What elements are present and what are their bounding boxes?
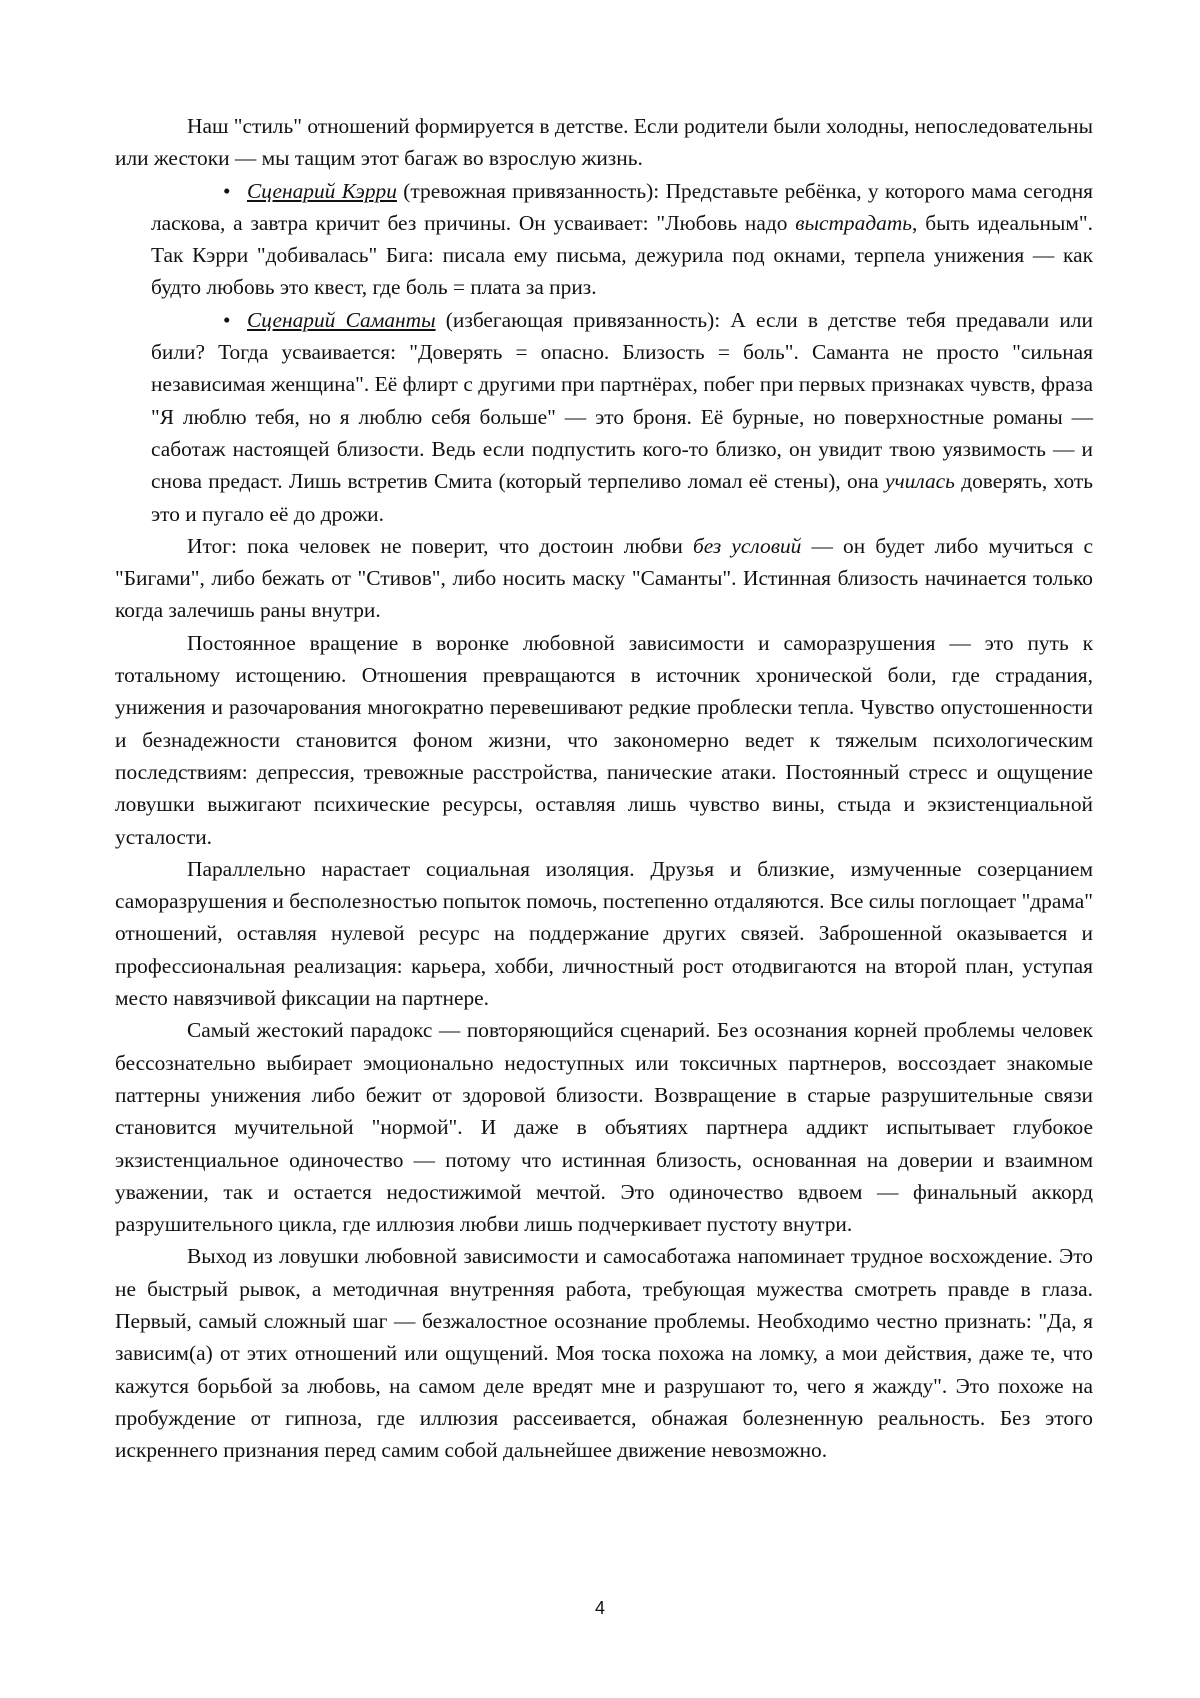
bullet-text: доверять, хоть это и пугало её до дрожи.	[151, 469, 1093, 526]
bullet-text: (тревожная привязанность): Представьте ребёнка, у которого мама сегодня ласкова, а завтра кричит без причины. Он усваивает: "Любовь надо	[151, 178, 1094, 235]
bullet-emphasis: училась	[884, 469, 955, 494]
bullet-marker: •	[223, 178, 231, 203]
summary-text-tail: — он будет либо мучиться с "Бигами", либо бежать от "Стивов", либо носить маску "Саманты". Истинная близость начинается только когда залечишь раны внутри.	[115, 533, 1094, 623]
paragraph-paradox: Самый жестокий парадокс — повторяющийся сценарий. Без осознания корней проблемы человек бессознательно выбирает эмоционально недоступных или токсичных партнеров, воссоздает знакомые паттерны унижения либо бежит от здоровой близости. Возвращение в старые разрушительные связи становится мучительной "нормой". И даже в объятиях партнера аддикт испытывает глубокое экзистенциальное одиночество — потому что истинная близость, основанная на доверии и взаимном уважении, так и остается недостижимой мечтой. Это одиночество вдвоем — финальный аккорд разрушительного цикла, где иллюзия любви лишь подчеркивает пустоту внутри.	[115, 1018, 1093, 1237]
paragraph-attachment-intro: Наш "стиль" отношений формируется в детстве. Если родители были холодны, непоследовательны или жестоки — мы тащим этот багаж во взрослую жизнь.	[115, 114, 1093, 171]
summary-emphasis: без условий	[692, 533, 802, 558]
paragraph-exhaustion: Постоянное вращение в воронке любовной зависимости и саморазрушения — это путь к тотальному истощению. Отношения превращаются в источник хронической боли, где страдания, унижения и разочарования многократно перевешивают редкие проблески тепла. Чувство опустошенности и безнадежности становится фоном жизни, что закономерно ведет к тяжелым психологическим последствиям: депрессия, тревожные расстройства, панические атаки. Постоянный стресс и ощущение ловушки выжигают психические ресурсы, оставляя лишь чувство вины, стыда и экзистенциальной усталости.	[115, 630, 1093, 849]
paragraph-isolation: Параллельно нарастает социальная изоляция. Друзья и близкие, измученные созерцанием саморазрушения и бесполезностью попыток помочь, постепенно отдаляются. Все силы поглощает "драма" отношений, оставляя нулевой ресурс на поддержание других связей. Заброшенной оказывается и профессиональная реализация: карьера, хобби, личностный рост отодвигаются на второй план, уступая место навязчивой фиксации на партнере.	[115, 856, 1093, 1011]
bullet-term: Сценарий Саманты	[247, 307, 436, 332]
bullet-text: , быть идеальным". Так Кэрри "добивалась" Бига: писала ему письма, дежурила под окнами, терпела унижения — как будто любовь это квест, где боль = плата за приз.	[151, 210, 1093, 300]
bullet-emphasis: выстрадать	[795, 210, 913, 235]
page-number: 4	[594, 1598, 605, 1618]
bullet-term: Сценарий Кэрри	[247, 178, 397, 203]
document-body	[115, 110, 1093, 1466]
bullet-item-samantha	[115, 304, 1093, 530]
summary-text: Итог: пока человек не поверит, что достоин любви	[187, 533, 693, 558]
paragraph-exit: Выход из ловушки любовной зависимости и самосаботажа напоминает трудное восхождение. Это не быстрый рывок, а методичная внутренняя работа, требующая мужества смотреть правде в глаза. Первый, самый сложный шаг — безжалостное осознание проблемы. Необходимо честно признать: "Да, я зависим(а) от этих отношений или ощущений. Моя тоска похожа на ломку, а мои действия, даже те, что кажутся борьбой за любовь, на самом деле вредят мне и разрушают то, чего я жажду". Это похоже на пробуждение от гипноза, где иллюзия рассеивается, обнажая болезненную реальность. Без этого искреннего признания перед самим собой дальнейшее движение невозможно.	[115, 1244, 1093, 1463]
paragraph-summary	[115, 530, 1093, 627]
bullet-text: (избегающая привязанность): А если в детстве тебя предавали или били? Тогда усваивается: "Доверять = опасно. Близость = боль". Саманта не просто "сильная независимая женщина". Её флирт с другими при партнёрах, побег при первых признаках чувств, фраза "Я люблю тебя, но я люблю себя больше" — это броня. Её бурные, но поверхностные романы — саботаж настоящей близости. Ведь если подпустить кого-то близко, он увидит твою уязвимость — и снова предаст. Лишь встретив Смита (который терпеливо ломал её стены), она	[151, 307, 1094, 494]
bullet-marker: •	[223, 307, 231, 332]
bullet-item-carrie	[115, 175, 1093, 304]
